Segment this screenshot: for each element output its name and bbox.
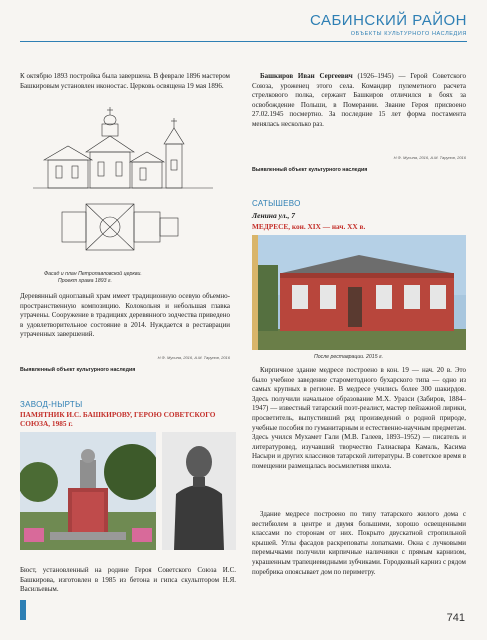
hero-bio: (1926–1945) — Герой Советского Союза, уроженец этого села. Командир пулеметного расчета стрелкового полка, сержант Башкиров отличился в боях за освобождение Польши, в Померании. Звание Героя присвоено 27.02.1945 посмертно. За последние 15 лет форма постамента менялась несколько раз.: [252, 72, 466, 128]
church-drawing: [28, 104, 218, 269]
corner-bar: [20, 600, 26, 620]
section-title: САБИНСКИЙ РАЙОН: [309, 12, 467, 29]
drawing-caption-2: Проект храма 1893 г.: [58, 278, 112, 284]
left-credit: Н.Ф. Мусина, 2016, А.М. Тарунов, 2016: [157, 355, 230, 360]
place-zavod-nyrty: ЗАВОД-НЫРТЫ: [20, 400, 83, 409]
header-rule: [20, 41, 467, 42]
madrasa-photo: [252, 235, 466, 350]
monument-title: ПАМЯТНИК И.С. БАШКИРОВУ, ГЕРОЮ СОВЕТСКОГО СОЮЗА, 1985 г.: [20, 410, 216, 428]
right-object-label: Выявленный объект культурного наследия: [252, 167, 368, 173]
madrasa-title: МЕДРЕСЕ, кон. XIX — нач. XX в.: [252, 222, 366, 231]
intro-paragraph: К октябрю 1893 постройка была завершена. В феврале 1896 мастером Башкировым установлен иконостас. Церковь освящена 19 мая 1896.: [20, 72, 230, 90]
address: Ленина ул., 7: [252, 211, 295, 220]
hero-name: Башкиров Иван Сергеевич: [260, 72, 353, 80]
left-object-label: Выявленный объект культурного наследия: [20, 367, 136, 373]
right-credit: Н.Ф. Мусина, 2016, А.М. Тарунов, 2016: [393, 155, 466, 160]
section-subtitle: ОБЪЕКТЫ КУЛЬТУРНОГО НАСЛЕДИЯ: [350, 31, 467, 37]
hero-paragraph: [252, 72, 466, 130]
monument-photo: [20, 432, 156, 550]
page-number: 741: [446, 612, 465, 624]
madrasa-architecture: Здание медресе построено по типу татарского жилого дома с вестибюлем в центре и двумя большими, хорошо освещенными классами по сторонам от них. Покрыто двускатной стропильной крышей. Углы фасадов раскреповаты лопатками. Окна с лучковыми перемычками получили кирпичные наличники с прямым карнизом, украшенным трапециевидными зубчиками. Городковый карниз с рядом поребрика опоясывает дом по периметру.: [252, 510, 466, 576]
drawing-caption-1: Фасад и план Петропавловской церкви.: [44, 271, 142, 277]
church-facade-plan-drawing: [28, 104, 218, 269]
bust-description: Бюст, установленный на родине Героя Советского Союза И.С. Башкирова, изготовлен в 1985 из бетона и гипса скульптором Н.Я. Васильевым.: [20, 566, 236, 594]
portrait-photo: [162, 432, 236, 550]
place-satyshevo: САТЫШЕВО: [252, 199, 301, 208]
church-description: Деревянный одноглавый храм имеет традиционную осевую объемно-пространственную композицию. Колокольня и небольшая главка утрачены. Сооружение в традициях деревянного зодчества приведено в удовлетворительное состояние в 2014. Нуждается в реставрации утраченных завершений.: [20, 292, 230, 339]
madrasa-photo-caption: После реставрации. 2015 г.: [314, 354, 384, 360]
madrasa-history: Кирпичное здание медресе построено в кон. 19 — нач. 20 в. Это было учебное заведение старометодного бухарского типа — одно из самых крупных в регионе. В медресе учились более 300 шакирдов. Здесь получили начальное образование М.Х. Уразси (Забиров, 1884–1947) — известный татарский поэт-реалист, мастер пейзажной лирики, просветитель, выпустивший ряд произведений о родной природе, учебные пособия по гуманитарным и естественно-научным предметам. Здесь учился Мухамет Гали (М.В. Галеев, 1893–1952) — писатель и литературовед, изучавший творчество Галиасвара Камаль, Касима Насыри и других классиков татарской литературы. В советское время в помещении размещалась восьмилетняя школа.: [252, 366, 466, 470]
